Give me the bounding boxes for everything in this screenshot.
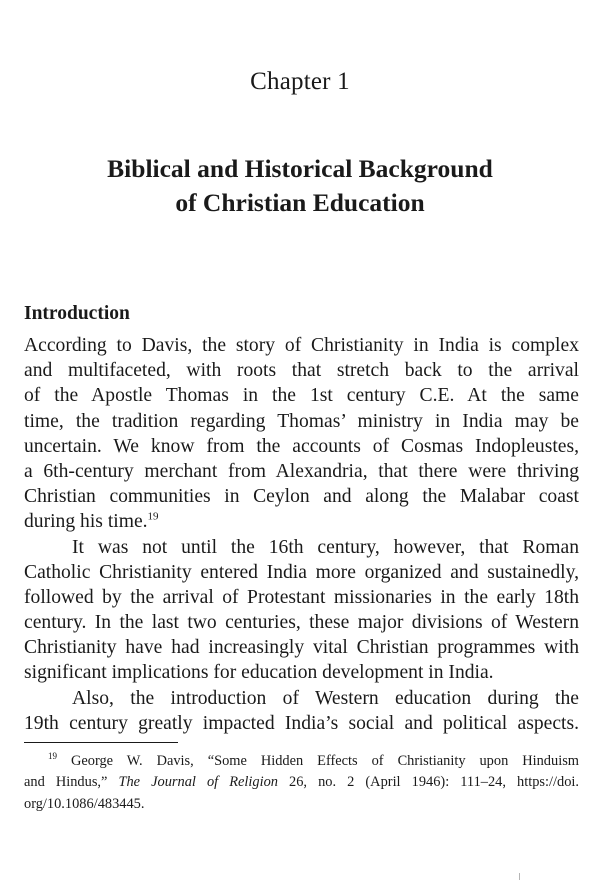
body-line: and multifaceted, with roots that stretch back to the arrival [24, 360, 579, 382]
footnote-text: George W. Davis, “Some Hidden Effects of Christianity upon Hinduism [70, 753, 579, 769]
footnote-divider [24, 742, 178, 743]
body-line: a 6th-century merchant from Alexandria, that there were thriving [24, 460, 579, 482]
body-line: According to Davis, the story of Christianity in India is complex [24, 335, 579, 356]
body-text [24, 333, 579, 736]
footnote-line [24, 751, 579, 772]
scan-artifact [519, 873, 520, 880]
body-line: Christianity have had increasingly vital Christian programmes with [24, 637, 579, 659]
footnote-text: 26, no. 2 (April 1946): 111–24, https://doi. [277, 774, 579, 791]
body-line-text: during his time. [24, 511, 148, 533]
body-line: followed by the arrival of Protestant missionaries in the early 18th [24, 586, 579, 608]
footnote [24, 751, 579, 815]
body-line: uncertain. We know from the accounts of Cosmas Indopleustes, [24, 435, 579, 457]
body-line: century. In the last two centuries, these major divisions of Western [24, 612, 579, 634]
body-line: of the Apostle Thomas in the 1st century C.E. At the same [24, 385, 579, 407]
footnote-line [24, 772, 579, 793]
chapter-title-line-1: Biblical and Historical Background [107, 154, 493, 183]
footnote-reference: 19 [147, 510, 159, 523]
body-line: Christian communities in Ceylon and along the Malabar coast [24, 486, 579, 508]
body-line: significant implications for education development in India. [24, 662, 494, 684]
body-line [24, 509, 579, 534]
footnote-line: org/10.1086/483445. [24, 795, 145, 812]
body-line: Also, the introduction of Western education during the [72, 687, 579, 709]
footnote-marker: 19 [48, 751, 57, 762]
chapter-label: Chapter 1 [250, 68, 350, 95]
body-line: It was not until the 16th century, however, that Roman [72, 536, 579, 558]
chapter-title [30, 152, 570, 220]
chapter-title-line-2: of Christian Education [175, 188, 425, 217]
footnote-text: and Hindus,” [24, 774, 119, 791]
section-heading: Introduction [24, 303, 130, 324]
body-line: time, the tradition regarding Thomas’ ministry in India may be [24, 410, 579, 432]
body-line: Catholic Christianity entered India more organized and sustainedly, [24, 561, 579, 583]
body-line: 19th century greatly impacted India’s social and political aspects. [24, 712, 579, 734]
footnote-journal-title: The Journal of Religion [118, 774, 278, 791]
